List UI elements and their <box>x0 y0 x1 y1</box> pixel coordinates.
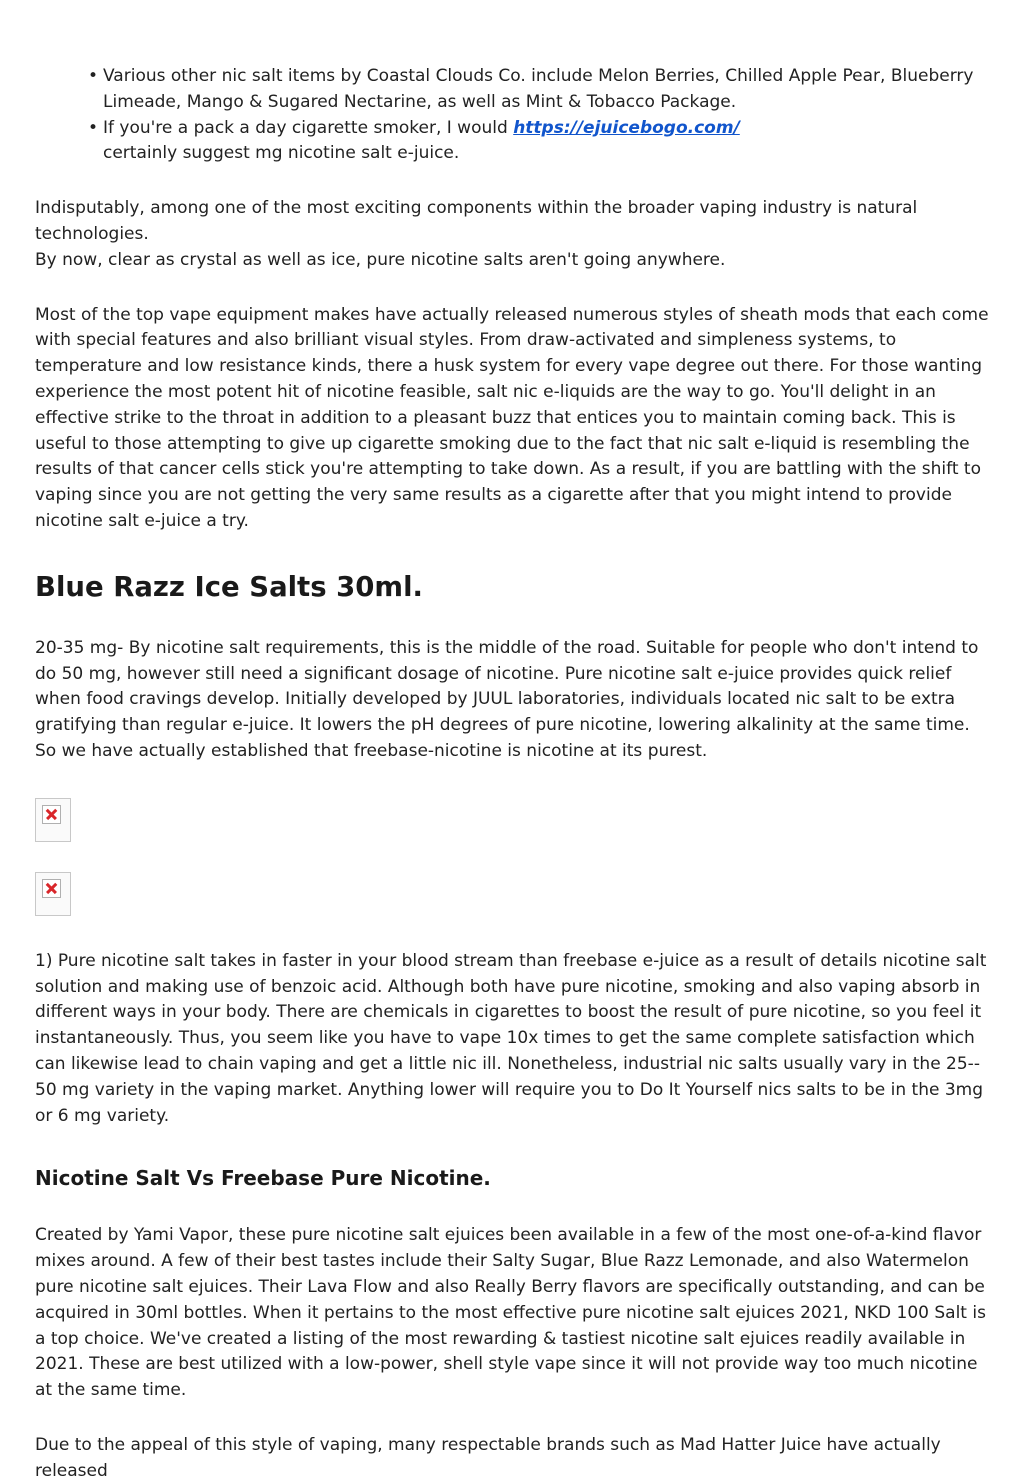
paragraph-intro <box>35 196 995 273</box>
bullet-list <box>35 64 995 167</box>
paragraph-dosage: 20-35 mg- By nicotine salt requirements, this is the middle of the road. Suitable for people who don't intend to do 50 mg, however still need a significant dosage of nicotine. Pure nicotine salt e-juice provides quick relief when food cravings develop. Initially developed by JUUL laboratories, individuals located nic salt to be extra gratifying than regular e-juice. It lowers the pH degrees of pure nicotine, lowering alkalinity at the same time. So we have actually established that freebase-nicotine is nicotine at its purest. <box>35 637 979 761</box>
paragraph-pod-mods: Most of the top vape equipment makes have actually released numerous styles of sheath mods that each come with special features and also brilliant visual styles. From draw-activated and simpleness systems, to temperature and low resistance kinds, there a husk system for every vape degree out there. For those wanting experience the most potent hit of nicotine feasible, salt nic e-liquids are the way to go. You'll delight in an effective strike to the throat in addition to a pleasant buzz that entices you to maintain coming back. This is useful to those attempting to give up cigarette smoking due to the fact that nic salt e-liquid is resembling the results of that cancer cells stick you're attempting to take down. As a result, if you are battling with the shift to vaping since you are not getting the very same results as a cigarette after that you might intend to provide nicotine salt e-juice a try. <box>35 304 989 531</box>
paragraph-mad-hatter: Due to the appeal of this style of vaping, many respectable brands such as Mad Hatter Juice have actually released <box>35 1434 941 1481</box>
ejuicebogo-link[interactable]: https://ejuicebogo.com/ <box>513 117 740 138</box>
section-heading-salt-vs-freebase: Nicotine Salt Vs Freebase Pure Nicotine. <box>35 1166 491 1191</box>
bullet-text-after-link: certainly suggest mg nicotine salt e-juice. <box>103 143 460 164</box>
list-item <box>103 116 995 168</box>
paragraph-yami-vapor: Created by Yami Vapor, these pure nicotine salt ejuices been available in a few of the most one-of-a-kind flavor mixes around. A few of their best tastes include their Salty Sugar, Blue Razz Lemonade, and also Watermelon pure nicotine salt ejuices. Their Lava Flow and also Really Berry flavors are specifically outstanding, and can be acquired in 30ml bottles. When it pertains to the most effective pure nicotine salt ejuices 2021, NKD 100 Salt is a top choice. We've created a listing of the most rewarding & tastiest nicotine salt ejuices readily available in 2021. These are best utilized with a low-power, shell style vape since it will not provide way too much nicotine at the same time. <box>35 1225 986 1401</box>
section-heading-blue-razz: Blue Razz Ice Salts 30ml. <box>35 570 423 603</box>
paragraph-line: Indisputably, among one of the most exciting components within the broader vaping industry is natural technologies. <box>35 198 918 244</box>
bullet-text: Various other nic salt items by Coastal Clouds Co. include Melon Berries, Chilled Apple Pear, Blueberry Limeade, Mango & Sugared Nectarine, as well as Mint & Tobacco Package. <box>103 66 974 112</box>
broken-image-icon <box>35 798 71 842</box>
paragraph-line: By now, clear as crystal as well as ice, pure nicotine salts aren't going anywhere. <box>35 249 726 270</box>
list-item <box>103 64 995 116</box>
paragraph-absorption: 1) Pure nicotine salt takes in faster in your blood stream than freebase e-juice as a result of details nicotine salt solution and making use of benzoic acid. Although both have pure nicotine, smoking and also vaping absorb in different ways in your body. There are chemicals in cigarettes to boost the result of pure nicotine, so you feel it instantaneously. Thus, you seem like you have to vape 10x times to get the same complete satisfaction which can likewise lead to chain vaping and get a little nic ill. Nonetheless, industrial nic salts usually vary in the 25-- 50 mg variety in the vaping market. Anything lower will require you to Do It Yourself nics salts to be in the 3mg or 6 mg variety. <box>35 950 987 1126</box>
broken-image-icon <box>35 872 71 916</box>
bullet-text-before-link: If you're a pack a day cigarette smoker, I would <box>103 117 514 138</box>
document-body <box>35 64 995 1484</box>
